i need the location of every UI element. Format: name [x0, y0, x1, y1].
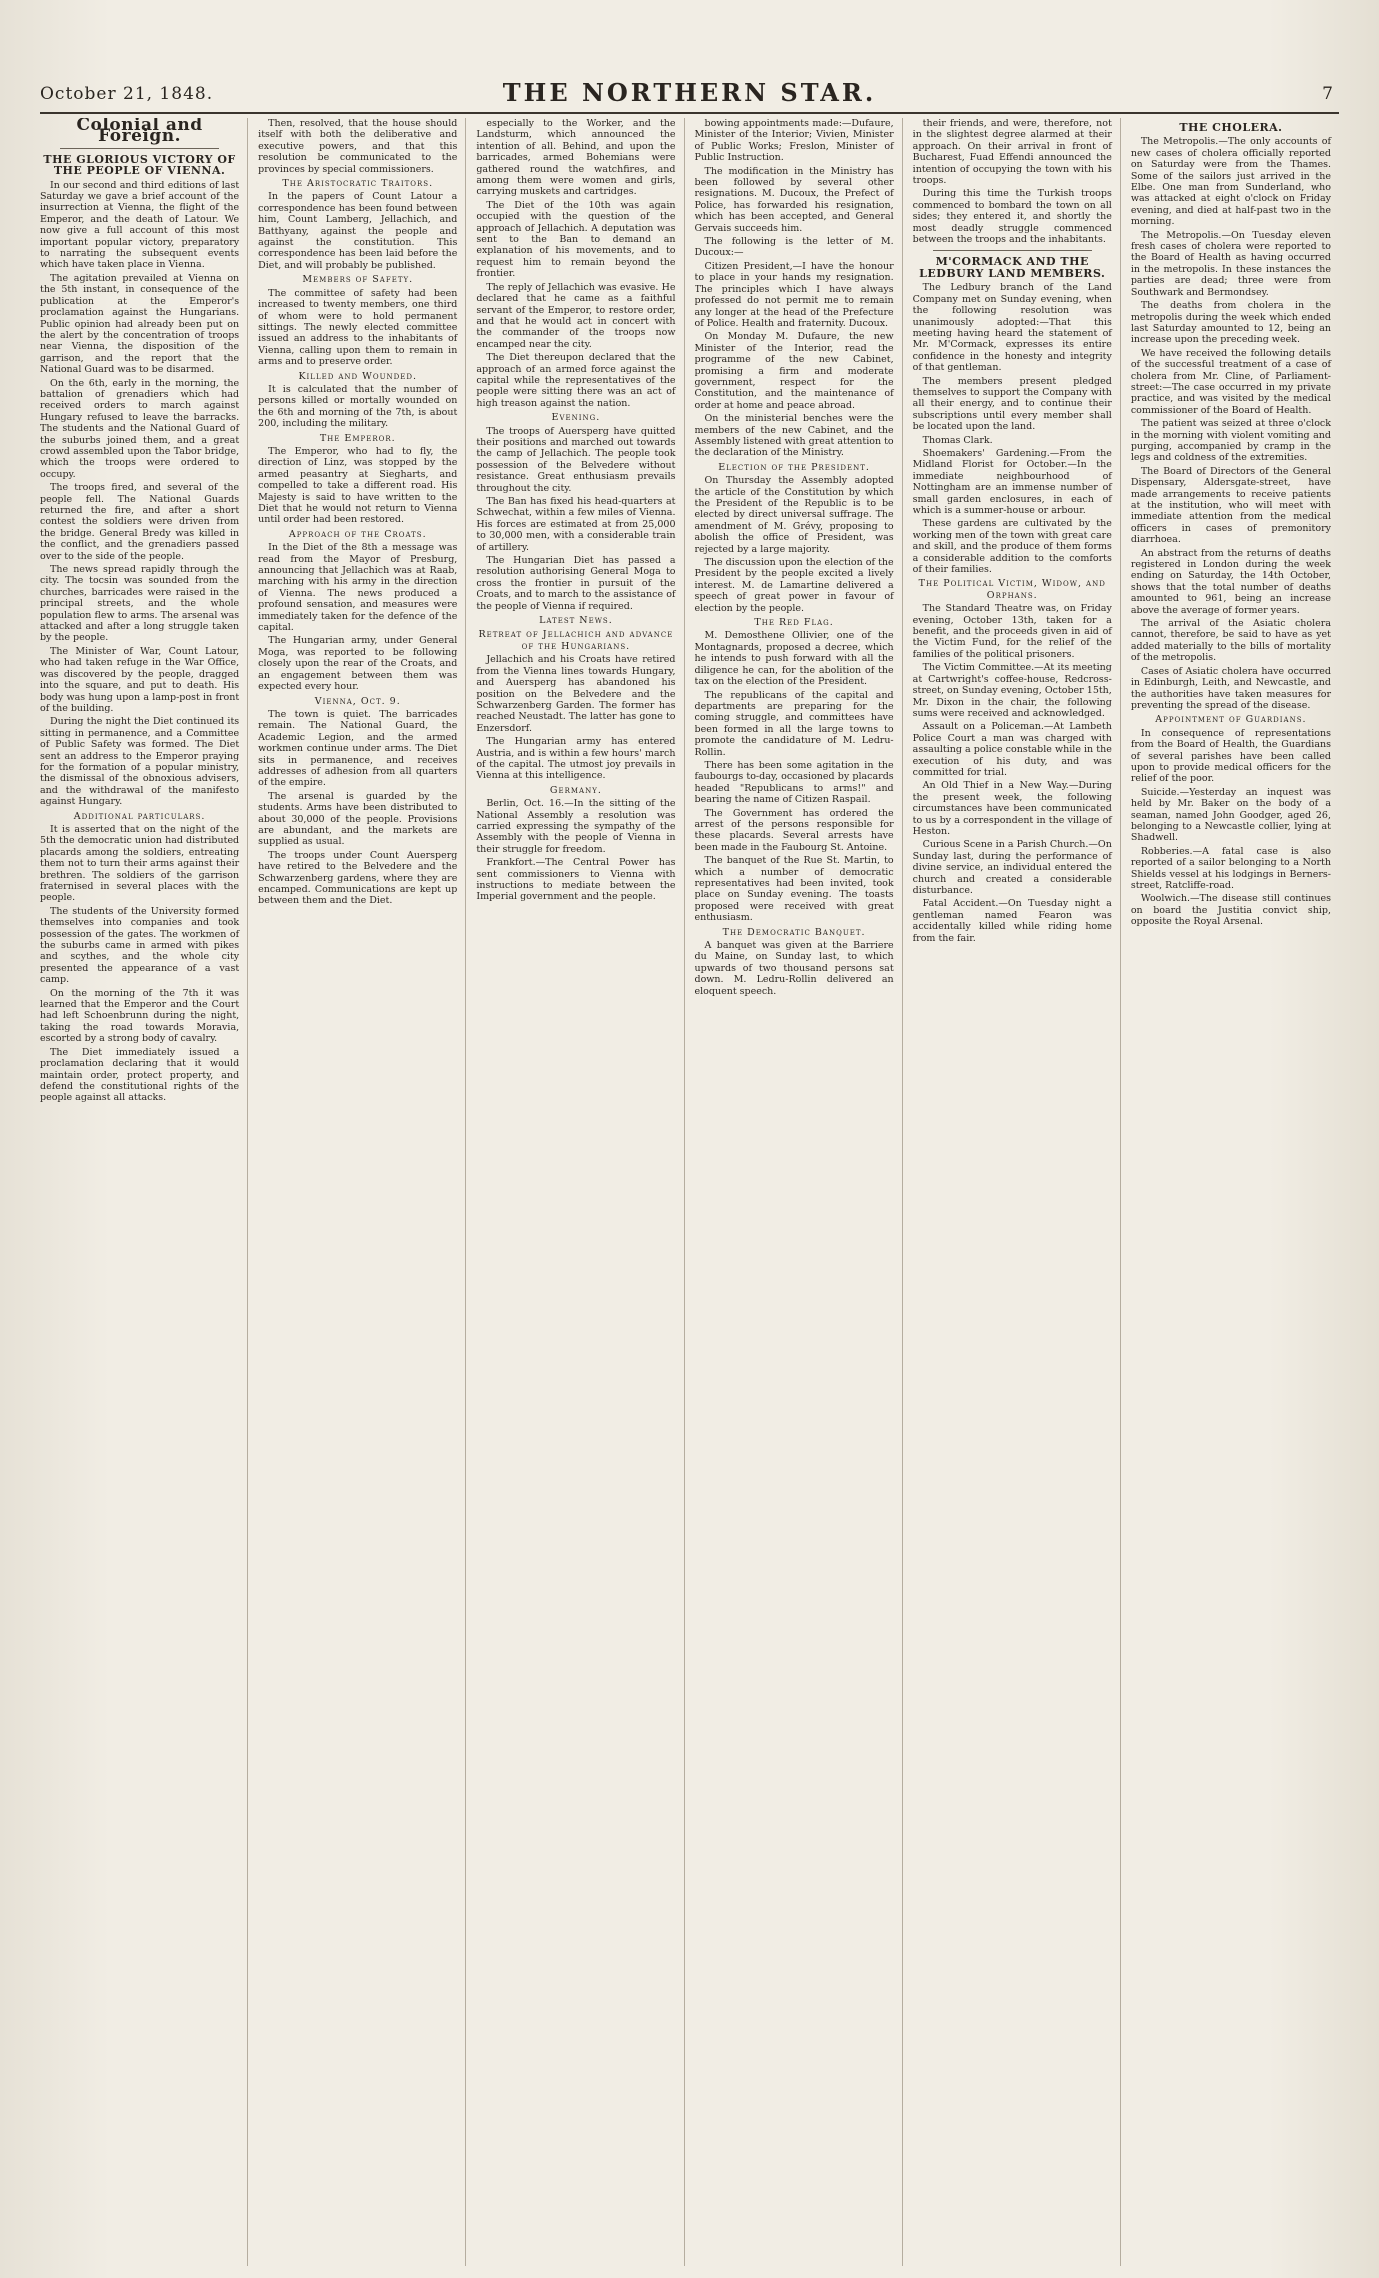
article-paragraph: During this time the Turkish troops commenced to bombard the town on all sides; they entered it, and shortly the most deadly struggle commenced between the troops and the inhabitants.	[912, 188, 1112, 246]
article-paragraph: There has been some agitation in the faubourgs to-day, occasioned by placards headed "Republicans to arms!" and bearing the name of Citizen Raspail.	[694, 759, 894, 806]
article-paragraph: The town is quiet. The barricades remain. The National Guard, the Academic Legion, and the armed workmen continue under arms. The Diet sits in permanence, and receives addresses of adhesion from all quarters of the empire.	[258, 708, 458, 789]
article-paragraph: The patient was seized at three o'clock in the morning with violent vomiting and purging, accompanied by cramp in the legs and coldness of the extremities.	[1130, 418, 1331, 464]
article-paragraph: An abstract from the returns of deaths registered in London during the week ending on Saturday, the 14th October, shows that the total number of deaths amounted to 961, being an increase above the average of former years.	[1130, 547, 1331, 616]
article-paragraph: The members present pledged themselves to support the Company with all their energy, and to continue their subscriptions until every member shall be located upon the land.	[912, 375, 1112, 433]
article-subheading: Evening.	[551, 412, 601, 424]
article-paragraph: The Emperor, who had to fly, the direction of Linz, was stopped by the armed peasantry at Siegharts, and compelled to take a different road. His Majesty is said to have written to the Diet that he would not return to Vienna until order had been restored.	[258, 445, 458, 526]
article-paragraph: bowing appointments made:—Dufaure, Minister of the Interior; Vivien, Minister of Public Works; Freslon, Minister of Public Instruction.	[694, 118, 894, 164]
article-paragraph: Curious Scene in a Parish Church.—On Sunday last, during the performance of divine service, an individual entered the church and created a considerable disturbance.	[912, 839, 1112, 896]
article-paragraph: The agitation prevailed at Vienna on the 5th instant, in consequence of the publication at the Emperor's proclamation against the Hungarians. Public opinion had already been put on the alert by the concentration of troops near Vienna, the disposition of the garrison, and the report that the National Guard was to be disarmed.	[40, 272, 240, 376]
article-paragraph: The students of the University formed themselves into companies and took possession of the gates. The workmen of the suburbs came in armed with pikes and scythes, and the whole city presented the appearance of a vast camp.	[40, 905, 240, 986]
section-heading: Colonial and Foreign.	[76, 118, 203, 147]
article-paragraph: Then, resolved, that the house should itself with both the deliberative and executive powers, and that this resolution be communicated to the provinces by special commissioners.	[258, 118, 458, 175]
article-paragraph: On the morning of the 7th it was learned that the Emperor and the Court had left Schoenbrunn during the night, taking the road towards Moravia, escorted by a strong body of cavalry.	[40, 987, 240, 1045]
article-paragraph: Assault on a Policeman.—At Lambeth Police Court a man was charged with assaulting a police constable while in the execution of his duty, and was committed for trial.	[912, 721, 1112, 778]
article-paragraph: The news spread rapidly through the city. The tocsin was sounded from the churches, barricades were raised in the principal streets, and the whole population flew to arms. The arsenal was attacked and after a long struggle taken by the people.	[40, 564, 240, 644]
article-paragraph: On Monday M. Dufaure, the new Minister of the Interior, read the programme of the new Cabinet, promising a firm and moderate government, respect for the Constitution, and the maintenance of order at home and peace abroad.	[694, 331, 894, 411]
article-paragraph: Robberies.—A fatal case is also reported of a sailor belonging to a North Shields vessel at his lodgings in Berners-street, Ratcliffe-road.	[1130, 845, 1331, 891]
article-subheading: Approach of the Croats.	[288, 528, 427, 540]
article-paragraph: Shoemakers' Gardening.—From the Midland Florist for October.—In the immediate neighbourhood of Nottingham are an immense number of small garden enclosures, in each of which is a summer-house or arbour.	[912, 447, 1112, 516]
article-subheading: Additional particulars.	[73, 810, 206, 822]
page-number: 7	[1322, 84, 1333, 104]
article-paragraph: The deaths from cholera in the metropolis during the week which ended last Saturday amounted to 12, being an increase upon the preceding week.	[1130, 300, 1331, 346]
article-paragraph: The troops fired, and several of the people fell. The National Guards returned the fire, and after a short contest the soldiers were driven from the bridge. General Bredy was killed in the conflict, and the grenadiers passed over to the side of the people.	[40, 482, 240, 562]
article-subheading: The Democratic Banquet.	[722, 926, 866, 938]
article-paragraph: On the ministerial benches were the members of the new Cabinet, and the Assembly listened with great attention to the declaration of the Ministry.	[694, 413, 894, 459]
article-paragraph: On Thursday the Assembly adopted the article of the Constitution by which the President of the Republic is to be elected by direct universal suffrage. The amendment of M. Grévy, proposing to abolish the office of President, was rejected by a large majority.	[694, 475, 894, 555]
article-paragraph: Cases of Asiatic cholera have occurred in Edinburgh, Leith, and Newcastle, and the authorities have taken measures for preventing the spread of the disease.	[1130, 665, 1331, 711]
article-headline: M'CORMACK AND THE LEDBURY LAND MEMBERS.	[919, 255, 1106, 280]
article-paragraph: The Minister of War, Count Latour, who had taken refuge in the War Office, was discovered by the people, dragged into the square, and put to death. His body was hung upon a lamp-post in front of the building.	[40, 645, 240, 714]
article-paragraph: In consequence of representations from the Board of Health, the Guardians of several parishes have been called upon to provide medical officers for the relief of the poor.	[1130, 727, 1331, 785]
article-paragraph: In our second and third editions of last Saturday we gave a brief account of the insurrection at Vienna, the flight of the Emperor, and the death of Latour. We now give a full account of this most important popular victory, preparatory to narrating the subsequent events which have taken place in Vienna.	[40, 179, 240, 271]
article-subheading: The Aristocratic Traitors.	[282, 178, 434, 190]
article-paragraph: The committee of safety had been increased to twenty members, one third of whom were to hold permanent sittings. The newly elected committee issued an address to the inhabitants of Vienna, calling upon them to remain in arms and to preserve order.	[258, 287, 458, 368]
article-paragraph: The republicans of the capital and departments are preparing for the coming struggle, and committees have been formed in all the large towns to promote the candidature of M. Ledru-Rollin.	[694, 689, 894, 758]
article-paragraph: In the Diet of the 8th a message was read from the Mayor of Presburg, announcing that Jellachich was at Raab, marching with his army in the direction of Vienna. The news produced a profound sensation, and measures were immediately taken for the defence of the capital.	[258, 542, 458, 634]
article-paragraph: The Hungarian army, under General Moga, was reported to be following closely upon the rear of the Croats, and an engagement between them was expected every hour.	[258, 635, 458, 693]
article-paragraph: The Metropolis.—On Tuesday eleven fresh cases of cholera were reported to the Board of Health as having occurred in the metropolis. In these instances the parties are dead; three were from Southwark and Bermondsey.	[1130, 229, 1331, 298]
article-paragraph: We have received the following details of the successful treatment of a case of cholera from Mr. Cline, of Parliament-street:—The case occurred in my private practice, and was visited by the medical commissioner of the Board of Health.	[1130, 347, 1331, 416]
article-paragraph: The following is the letter of M. Ducoux:—	[694, 236, 894, 259]
article-headline: THE GLORIOUS VICTORY OF THE PEOPLE OF VIENNA.	[43, 152, 236, 178]
article-paragraph: The Metropolis.—The only accounts of new cases of cholera officially reported on Saturday were from the Thames. Some of the sailors just arrived in the Elbe. One man from Sunderland, who was attacked at eight o'clock on Friday evening, and died at half-past two in the morning.	[1130, 136, 1331, 228]
article-paragraph: The Diet immediately issued a proclamation declaring that it would maintain order, protect property, and defend the constitutional rights of the people against all attacks.	[40, 1046, 240, 1104]
article-paragraph: The arsenal is guarded by the students. Arms have been distributed to about 30,000 of the people. Provisions are abundant, and the markets are supplied as usual.	[258, 790, 458, 848]
column-5	[913, 118, 1121, 2266]
article-paragraph: Berlin, Oct. 16.—In the sitting of the National Assembly a resolution was carried expressing the sympathy of the Assembly with the people of Vienna in their struggle for freedom.	[476, 798, 676, 855]
article-subheading: Vienna, Oct. 9.	[314, 695, 401, 707]
article-subheading: Latest News.	[539, 615, 613, 627]
article-paragraph: The Diet thereupon declared that the approach of an armed force against the capital while the representatives of the people were sitting there was an act of high treason against the nation.	[476, 352, 676, 409]
article-paragraph: The modification in the Ministry has been followed by several other resignations. M. Ducoux, the Prefect of Police, has forwarded his resignation, which has been accepted, and General Gervais succeeds him.	[694, 165, 894, 234]
column-rule	[60, 148, 219, 149]
article-paragraph: The reply of Jellachich was evasive. He declared that he came as a faithful servant of the Emperor, to restore order, and that he would act in concert with the commander of the troops now encamped near the city.	[476, 281, 676, 350]
article-subheading: The Emperor.	[319, 432, 396, 444]
article-paragraph: It is calculated that the number of persons killed or mortally wounded on the 6th and morning of the 7th, is about 200, including the military.	[258, 383, 458, 430]
article-paragraph: These gardens are cultivated by the working men of the town with great care and skill, and the produce of them forms a considerable addition to the comforts of their families.	[912, 518, 1112, 576]
article-paragraph: The discussion upon the election of the President by the people excited a lively interest. M. de Lamartine delivered a speech of great power in favour of election by the people.	[694, 557, 894, 614]
article-paragraph: On the 6th, early in the morning, the battalion of grenadiers which had received orders to march against Hungary refused to leave the barracks. The students and the National Guard of the suburbs joined them, and a great crowd assembled upon the Tabor bridge, which the troops were ordered to occupy.	[40, 377, 240, 480]
article-paragraph: During the night the Diet continued its sitting in permanence, and a Committee of Public Safety was formed. The Diet sent an address to the Emperor praying for the formation of a popular ministry, the dismissal of the obnoxious advisers, and the withdrawal of the manifesto against Hungary.	[40, 716, 240, 808]
article-paragraph: especially to the Worker, and the Landsturm, which announced the intention of all. Behind, and upon the barricades, armed Bohemians were gathered round the watchfires, and among them were women and girls, carrying muskets and cartridges.	[476, 118, 676, 198]
article-paragraph: their friends, and were, therefore, not in the slightest degree alarmed at their approach. On their arrival in front of Bucharest, Fuad Effendi announced the intention of occupying the town with his troops.	[912, 118, 1112, 187]
article-paragraph: Fatal Accident.—On Tuesday night a gentleman named Fearon was accidentally killed while riding home from the fair.	[912, 898, 1112, 944]
newspaper-title: THE NORTHERN STAR.	[502, 78, 877, 107]
column-2	[258, 118, 466, 2266]
article-paragraph: The Victim Committee.—At its meeting at Cartwright's coffee-house, Redcross-street, on Sunday evening, October 15th, Mr. Dixon in the chair, the following sums were received and acknowledged.	[912, 662, 1112, 719]
article-subheading: Election of the President.	[718, 461, 870, 473]
column-1	[40, 118, 248, 2266]
article-paragraph: A banquet was given at the Barriere du Maine, on Sunday last, to which upwards of two thousand persons sat down. M. Ledru-Rollin delivered an eloquent speech.	[694, 940, 894, 997]
article-paragraph: M. Demosthene Ollivier, one of the Montagnards, proposed a decree, which he intends to push forward with all the diligence he can, for the abolition of the tax on the election of the President.	[694, 630, 894, 688]
article-subheading: Germany.	[549, 784, 602, 796]
article-subheading: Killed and Wounded.	[298, 370, 418, 382]
article-paragraph: It is asserted that on the night of the 5th the democratic union had distributed placards among the soldiers, entreating them not to turn their arms against their brethren. The soldiers of the garrison fraternised in several places with the people.	[40, 823, 240, 904]
article-subheading: Members of Safety.	[302, 274, 414, 286]
article-paragraph: The Hungarian army has entered Austria, and is within a few hours' march of the capital. The utmost joy prevails in Vienna at this intelligence.	[476, 736, 676, 782]
article-paragraph: Jellachich and his Croats have retired from the Vienna lines towards Hungary, and Auersperg has abandoned his position on the Belvedere and the Schwarzenberg Garden. The former has reached Neustadt. The latter has gone to Enzersdorf.	[476, 654, 676, 734]
article-paragraph: The banquet of the Rue St. Martin, to which a number of democratic representatives had been invited, took place on Sunday evening. The toasts proposed were received with great enthusiasm.	[694, 855, 894, 924]
article-subheading: The Political Victim, Widow, and Orphans.	[918, 578, 1106, 601]
article-paragraph: The troops under Count Auersperg have retired to the Belvedere and the Schwarzenberg gardens, where they are encamped. Communications are kept up between them and the Diet.	[258, 849, 458, 907]
issue-date: October 21, 1848.	[40, 84, 214, 104]
column-6	[1131, 118, 1339, 2266]
article-paragraph: The troops of Auersperg have quitted their positions and marched out towards the camp of Jellachich. The people took possession of the Belvedere without resistance. Great enthusiasm prevails throughout the city.	[476, 425, 676, 494]
article-paragraph: Frankfort.—The Central Power has sent commissioners to Vienna with instructions to mediate between the Imperial government and the people.	[476, 857, 676, 903]
article-paragraph: Thomas Clark.	[922, 434, 993, 446]
article-paragraph: The Hungarian Diet has passed a resolution authorising General Moga to cross the frontier in pursuit of the Croats, and to march to the assistance of the people of Vienna if required.	[476, 555, 676, 612]
article-subheading: Appointment of Guardians.	[1155, 714, 1307, 726]
article-paragraph: The Ledbury branch of the Land Company met on Sunday evening, when the following resolution was unanimously adopted:—That this meeting having heard the statement of Mr. M'Cormack, expresses its entire confidence in the honesty and integrity of that gentleman.	[912, 282, 1112, 374]
column-3	[476, 118, 684, 2266]
article-paragraph: In the papers of Count Latour a correspondence has been found between him, Count Lamberg, Jellachich, and Batthyany, against the people and against the constitution. This correspondence has been laid before the Diet, and will probably be published.	[258, 191, 458, 271]
article-paragraph: Woolwich.—The disease still continues on board the Justitia convict ship, opposite the Royal Arsenal.	[1130, 893, 1331, 928]
article-paragraph: Citizen President,—I have the honour to place in your hands my resignation. The principles which I have always professed do not permit me to remain any longer at the head of the Prefecture of Police. Health and fraternity. Ducoux.	[694, 260, 894, 329]
article-subheading: The Red Flag.	[754, 617, 834, 629]
article-subheading: Retreat of Jellachich and advance of the Hungarians.	[478, 629, 674, 652]
article-columns	[40, 118, 1339, 2266]
article-paragraph: The Standard Theatre was, on Friday evening, October 13th, taken for a benefit, and the proceeds given in aid of the Victim Fund, for the relief of the families of the political prisoners.	[912, 603, 1112, 660]
article-paragraph: The Board of Directors of the General Dispensary, Aldersgate-street, have made arrangements to receive patients at the institution, who will meet with immediate attention from the medical officers in cases of premonitory diarrhoea.	[1130, 465, 1331, 546]
article-paragraph: The Diet of the 10th was again occupied with the question of the approach of Jellachich. A deputation was sent to the Ban to demand an explanation of his movements, and to request him to remain beyond the frontier.	[476, 199, 676, 280]
article-paragraph: The Ban has fixed his head-quarters at Schwechat, within a few miles of Vienna. His forces are estimated at from 25,000 to 30,000 men, with a considerable train of artillery.	[476, 496, 676, 553]
article-paragraph: The arrival of the Asiatic cholera cannot, therefore, be said to have as yet added materially to the bills of mortality of the metropolis.	[1130, 618, 1331, 664]
article-paragraph: The Government has ordered the arrest of the persons responsible for these placards. Several arrests have been made in the Faubourg St. Antoine.	[694, 807, 894, 853]
masthead	[40, 78, 1339, 114]
article-paragraph: Suicide.—Yesterday an inquest was held by Mr. Baker on the body of a seaman, named John Goodger, aged 26, belonging to a Newcastle collier, lying at Shadwell.	[1130, 786, 1331, 844]
article-headline: THE CHOLERA.	[1179, 121, 1283, 134]
column-4	[695, 118, 903, 2266]
column-rule	[933, 250, 1092, 251]
article-paragraph: An Old Thief in a New Way.—During the present week, the following circumstances have been communicated to us by a correspondent in the village of Heston.	[912, 780, 1112, 837]
